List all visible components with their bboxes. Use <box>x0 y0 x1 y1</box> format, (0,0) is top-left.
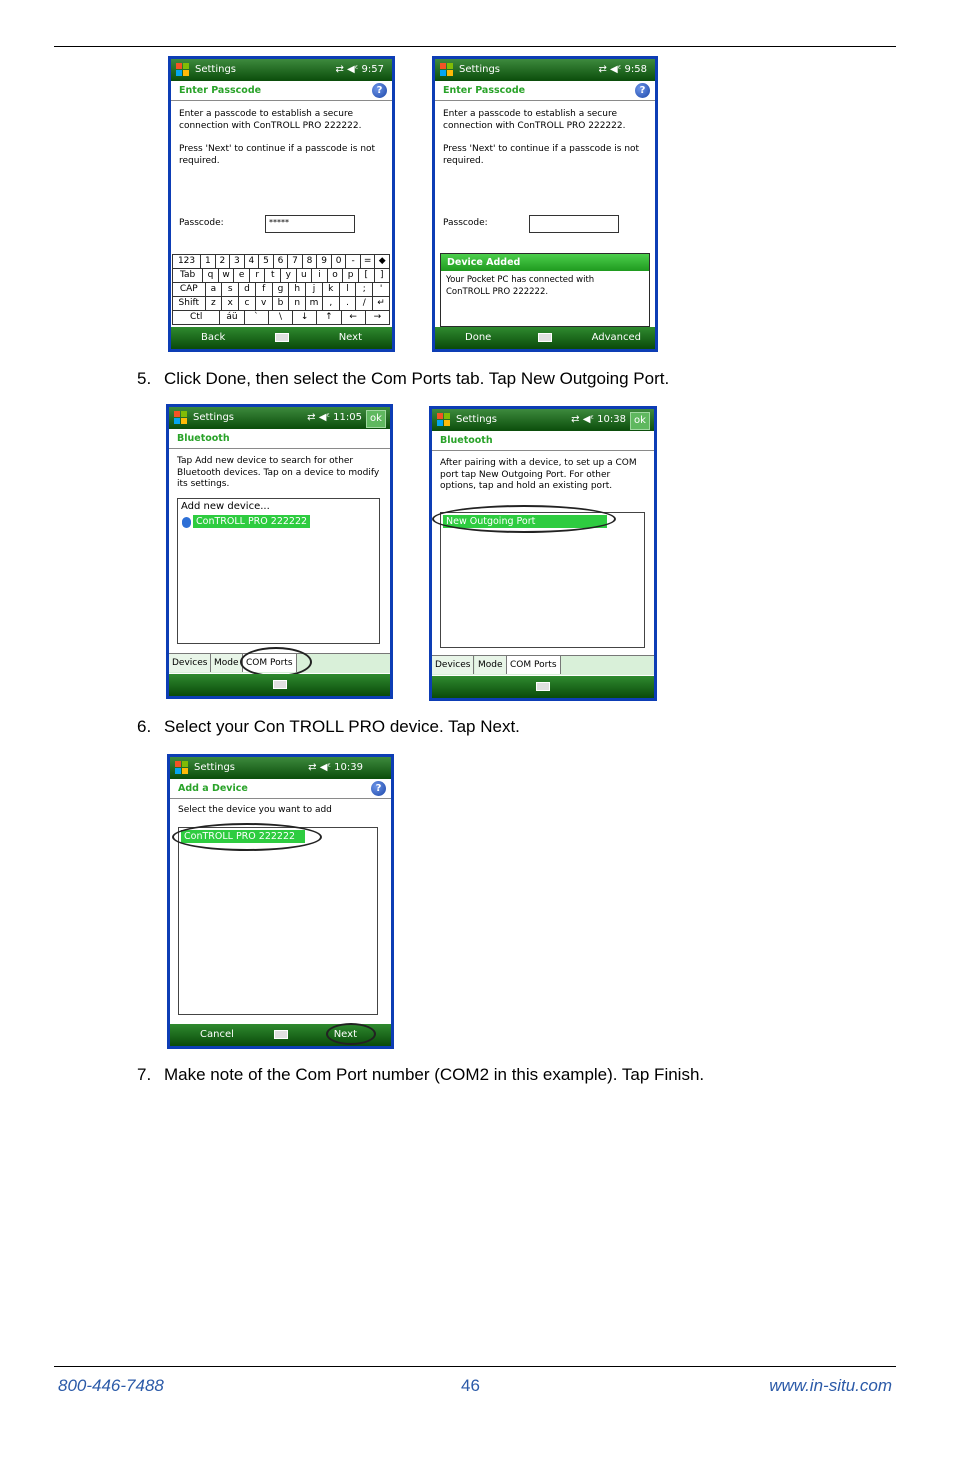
key[interactable]: g <box>272 282 290 297</box>
key[interactable]: ↓ <box>292 310 317 325</box>
instructions-text-2: Press 'Next' to continue if a passcode is not required. <box>179 144 376 166</box>
keyboard-row <box>173 268 390 282</box>
key[interactable]: k <box>322 282 340 297</box>
instructions-text: Select the device you want to add <box>178 805 332 815</box>
keyboard-icon[interactable] <box>273 680 287 689</box>
key[interactable]: 9 <box>316 254 332 269</box>
device-list <box>177 498 380 644</box>
instructions-text: After pairing with a device, to set up a COM port tap New Outgoing Port. For other options, tap and hold an existing port. <box>440 458 637 491</box>
keyboard-icon[interactable] <box>538 333 552 342</box>
window-title: Settings <box>194 762 236 773</box>
key[interactable]: . <box>339 296 357 311</box>
help-icon[interactable]: ? <box>372 83 387 98</box>
key[interactable]: n <box>288 296 306 311</box>
key[interactable]: 6 <box>273 254 289 269</box>
key[interactable]: u <box>296 268 313 283</box>
key[interactable]: 5 <box>258 254 274 269</box>
key[interactable]: , <box>322 296 340 311</box>
footer-url[interactable]: www.in-situ.com <box>769 1376 892 1395</box>
passcode-input[interactable] <box>529 215 619 233</box>
key[interactable]: f <box>255 282 273 297</box>
key[interactable]: → <box>365 310 390 325</box>
title-bar <box>170 757 391 779</box>
device-list <box>178 827 378 1015</box>
step-5: 5. Click Done, then select the Com Ports tab. Tap New Outgoing Port. <box>137 369 670 388</box>
passcode-label: Passcode: <box>443 218 488 228</box>
key[interactable]: 4 <box>244 254 260 269</box>
tab-com-ports[interactable]: COM Ports <box>243 654 297 672</box>
screenshot-com-ports <box>429 406 657 701</box>
footer-page-number: 46 <box>461 1376 480 1395</box>
key[interactable]: ; <box>355 282 373 297</box>
screenshot-bluetooth-devices <box>166 404 393 699</box>
popup-text: Your Pocket PC has connected with ConTROLL PRO 222222. <box>446 275 595 297</box>
status-indicators: ⇄ ◀ᵋ 11:05 <box>307 412 362 423</box>
passcode-label: Passcode: <box>179 218 224 228</box>
status-indicators: ⇄ ◀ᵋ 10:39 <box>308 762 363 773</box>
key[interactable]: c <box>238 296 256 311</box>
key[interactable]: w <box>218 268 235 283</box>
section-header: Bluetooth <box>432 431 654 451</box>
key[interactable]: Tab <box>172 268 203 283</box>
status-indicators: ⇄ ◀ᵋ 10:38 <box>571 414 626 425</box>
section-header: Bluetooth <box>169 429 390 449</box>
key[interactable]: e <box>233 268 250 283</box>
device-item-controll-pro[interactable]: ConTROLL PRO 222222 <box>181 830 305 843</box>
key[interactable]: ] <box>374 268 391 283</box>
title-bar <box>432 409 654 431</box>
popup-title: Device Added <box>441 254 649 271</box>
next-button[interactable]: Next <box>338 332 362 343</box>
tab-mode[interactable]: Mode <box>475 656 507 674</box>
key[interactable]: h <box>288 282 306 297</box>
advanced-button[interactable]: Advanced <box>591 332 641 343</box>
step-6: 6. Select your Con TROLL PRO device. Tap Next. <box>137 717 520 736</box>
key[interactable]: 0 <box>331 254 347 269</box>
key[interactable]: l <box>339 282 357 297</box>
key[interactable]: i <box>311 268 328 283</box>
keyboard-row <box>173 282 390 296</box>
passcode-input[interactable]: ***** <box>265 215 355 233</box>
help-icon[interactable]: ? <box>371 781 386 796</box>
key[interactable]: o <box>327 268 344 283</box>
help-icon[interactable]: ? <box>635 83 650 98</box>
key[interactable]: ↵ <box>372 296 390 311</box>
bottom-rule <box>54 1366 896 1367</box>
key[interactable]: Ctl <box>172 310 220 325</box>
key[interactable]: 3 <box>229 254 245 269</box>
highlight-ellipse <box>240 647 312 677</box>
key[interactable]: 7 <box>287 254 303 269</box>
top-rule <box>54 46 896 47</box>
key[interactable]: a <box>205 282 223 297</box>
key[interactable]: p <box>342 268 359 283</box>
section-header: Enter Passcode ? <box>171 81 392 101</box>
soft-key-bar <box>432 676 654 698</box>
next-button[interactable]: Next <box>333 1029 357 1040</box>
key[interactable]: = <box>360 254 376 269</box>
key[interactable]: 2 <box>215 254 231 269</box>
key[interactable]: Shift <box>172 296 206 311</box>
instructions-text: Tap Add new device to search for other Bluetooth devices. Tap on a device to modify its settings. <box>177 456 380 489</box>
instructions-text: Enter a passcode to establish a secure connection with ConTROLL PRO 222222. <box>443 109 626 131</box>
keyboard-row <box>173 310 390 324</box>
keyboard-icon[interactable] <box>275 333 289 342</box>
windows-flag-icon <box>440 63 454 77</box>
footer-phone: 800-446-7488 <box>58 1376 164 1395</box>
tab-bar <box>432 655 654 675</box>
windows-flag-icon <box>175 761 189 775</box>
screenshot-device-added <box>432 56 658 352</box>
title-bar <box>435 59 655 81</box>
step-7: 7. Make note of the Com Port number (COM2 in this example). Tap Finish. <box>137 1065 705 1084</box>
window-title: Settings <box>456 414 498 425</box>
keyboard-row <box>173 254 390 268</box>
key[interactable]: r <box>249 268 266 283</box>
title-bar <box>169 407 390 429</box>
key[interactable]: ↑ <box>316 310 341 325</box>
window-title: Settings <box>195 64 237 75</box>
key[interactable]: ` <box>244 310 269 325</box>
tab-mode[interactable]: Mode <box>211 654 243 672</box>
instructions-text: Enter a passcode to establish a secure connection with ConTROLL PRO 222222. <box>179 109 362 131</box>
key[interactable]: v <box>255 296 273 311</box>
key[interactable]: 8 <box>302 254 318 269</box>
highlight-ellipse-next <box>326 1023 376 1045</box>
bluetooth-icon <box>182 517 191 528</box>
key[interactable]: / <box>355 296 373 311</box>
highlight-ellipse <box>172 823 322 851</box>
section-header: Enter Passcode ? <box>435 81 655 101</box>
soft-key-bar <box>435 327 655 349</box>
windows-flag-icon <box>176 63 190 77</box>
window-title: Settings <box>193 412 235 423</box>
key[interactable]: 123 <box>172 254 201 269</box>
keyboard-row <box>173 296 390 310</box>
key[interactable]: ' <box>372 282 390 297</box>
key[interactable]: CAP <box>172 282 206 297</box>
keyboard-icon[interactable] <box>274 1030 288 1039</box>
new-outgoing-port-item[interactable]: New Outgoing Port <box>443 515 607 528</box>
key[interactable]: x <box>221 296 239 311</box>
soft-key-bar <box>169 674 390 696</box>
add-new-device-item[interactable]: Add new device... <box>181 501 270 512</box>
key[interactable]: - <box>345 254 361 269</box>
key[interactable]: z <box>205 296 223 311</box>
back-button[interactable]: Back <box>201 332 226 343</box>
key[interactable]: y <box>280 268 297 283</box>
key[interactable]: [ <box>358 268 375 283</box>
tab-devices[interactable]: Devices <box>169 654 211 672</box>
key[interactable]: t <box>264 268 281 283</box>
keyboard-icon[interactable] <box>536 682 550 691</box>
section-header: Add a Device ? <box>170 779 391 799</box>
key[interactable]: s <box>221 282 239 297</box>
tab-devices[interactable]: Devices <box>432 656 474 674</box>
status-indicators: ⇄ ◀ᵋ 9:58 <box>598 64 647 75</box>
tab-com-ports[interactable]: COM Ports <box>507 656 561 674</box>
ok-button[interactable]: ok <box>630 412 650 430</box>
done-button[interactable]: Done <box>465 332 492 343</box>
screenshot-add-a-device <box>167 754 394 1049</box>
key[interactable]: b <box>272 296 290 311</box>
soft-keyboard[interactable] <box>173 254 390 324</box>
key[interactable]: ◆ <box>374 254 390 269</box>
key[interactable]: \ <box>268 310 293 325</box>
status-indicators: ⇄ ◀ᵋ 9:57 <box>335 64 384 75</box>
title-bar <box>171 59 392 81</box>
window-title: Settings <box>459 64 501 75</box>
instructions-text-2: Press 'Next' to continue if a passcode is not required. <box>443 144 640 166</box>
key[interactable]: j <box>305 282 323 297</box>
screenshot-enter-passcode-keyboard <box>168 56 395 352</box>
soft-key-bar <box>171 327 392 349</box>
key[interactable]: áü <box>219 310 244 325</box>
windows-flag-icon <box>437 413 451 427</box>
device-added-popup <box>440 253 650 327</box>
key[interactable]: ← <box>341 310 366 325</box>
key[interactable]: m <box>305 296 323 311</box>
windows-flag-icon <box>174 411 188 425</box>
key[interactable]: 1 <box>200 254 216 269</box>
key[interactable]: d <box>238 282 256 297</box>
ok-button[interactable]: ok <box>366 410 386 428</box>
key[interactable]: q <box>202 268 219 283</box>
cancel-button[interactable]: Cancel <box>200 1029 234 1040</box>
highlight-ellipse <box>432 505 616 533</box>
device-item-controll-pro[interactable]: ConTROLL PRO 222222 <box>193 515 310 528</box>
